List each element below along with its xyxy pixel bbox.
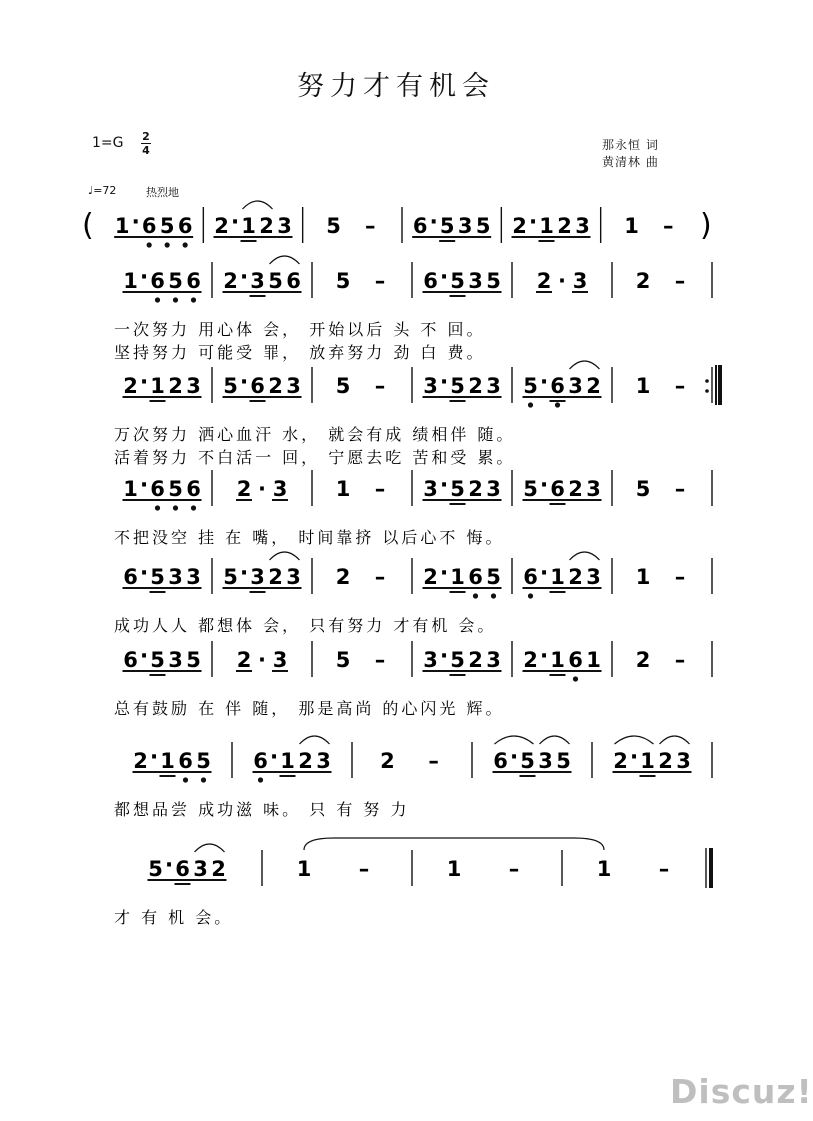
augmentation-dot: · bbox=[439, 644, 449, 669]
note-1: 1 bbox=[123, 269, 138, 293]
note-6: 6 bbox=[412, 214, 428, 238]
note-3: 3 bbox=[316, 749, 331, 773]
note-·: · bbox=[558, 269, 566, 293]
repeat-dot bbox=[705, 389, 709, 393]
note-1: 1 bbox=[640, 749, 655, 773]
dash-note: – bbox=[674, 565, 686, 589]
slur bbox=[270, 552, 300, 560]
dash-note: – bbox=[428, 749, 439, 773]
note-6: 6 bbox=[150, 477, 165, 501]
note-2: 2 bbox=[211, 857, 226, 881]
note-2: 2 bbox=[168, 374, 183, 398]
note-3: 3 bbox=[457, 214, 473, 238]
note-·: · bbox=[258, 477, 266, 501]
dash-note: – bbox=[658, 857, 670, 881]
low-octave-dot bbox=[165, 242, 170, 247]
note-1: 1 bbox=[550, 565, 565, 589]
lyric-line-1: 才 有 机 会。 bbox=[114, 908, 234, 927]
note-2: 2 bbox=[468, 477, 483, 501]
note-5: 5 bbox=[168, 477, 183, 501]
composer-credit: 黄清林 曲 bbox=[602, 155, 659, 169]
low-octave-dot bbox=[173, 297, 178, 302]
note-1: 1 bbox=[241, 214, 256, 238]
augmentation-dot: · bbox=[239, 370, 249, 395]
note-5: 5 bbox=[196, 749, 211, 773]
note-1: 1 bbox=[635, 565, 651, 589]
note-5: 5 bbox=[159, 214, 175, 238]
note-3: 3 bbox=[272, 648, 288, 672]
augmentation-dot: · bbox=[149, 745, 159, 770]
augmentation-dot: · bbox=[509, 745, 519, 770]
system-5 bbox=[114, 552, 712, 635]
system-6 bbox=[114, 641, 712, 718]
augmentation-dot: · bbox=[239, 561, 249, 586]
note-1: 1 bbox=[446, 857, 462, 881]
slur bbox=[195, 844, 225, 852]
note-5: 5 bbox=[335, 269, 351, 293]
note-3: 3 bbox=[486, 374, 501, 398]
note-5: 5 bbox=[486, 269, 501, 293]
note-2: 2 bbox=[259, 214, 274, 238]
note-2: 2 bbox=[214, 214, 229, 238]
note-2: 2 bbox=[133, 749, 148, 773]
note-5: 5 bbox=[335, 374, 351, 398]
note-5: 5 bbox=[450, 269, 465, 293]
time-signature-bottom: 4 bbox=[142, 144, 150, 157]
low-octave-dot bbox=[155, 505, 160, 510]
lyric-line-1: 万次努力 洒心血汗 水， 就会有成 绩相伴 随。 bbox=[114, 425, 516, 444]
note-1: 1 bbox=[296, 857, 312, 881]
note-6: 6 bbox=[186, 477, 201, 501]
note-2: 2 bbox=[380, 749, 395, 773]
note-6: 6 bbox=[568, 648, 583, 672]
low-octave-dot bbox=[473, 593, 478, 598]
note-3: 3 bbox=[423, 648, 438, 672]
system-2 bbox=[114, 256, 712, 362]
note-3: 3 bbox=[538, 749, 553, 773]
note-2: 2 bbox=[568, 565, 583, 589]
note-6: 6 bbox=[123, 648, 138, 672]
lyric-line-1: 总有鼓励 在 伴 随， 那是高尚 的心闪光 辉。 bbox=[114, 699, 505, 718]
note-5: 5 bbox=[150, 565, 165, 589]
note-5: 5 bbox=[556, 749, 571, 773]
lyric-line-1: 成功人人 都想体 会， 只有努力 才有机 会。 bbox=[114, 616, 497, 635]
augmentation-dot: · bbox=[439, 561, 449, 586]
dash-note: – bbox=[508, 857, 520, 881]
note-2: 2 bbox=[658, 749, 673, 773]
slur bbox=[495, 736, 534, 744]
system-1 bbox=[82, 201, 712, 248]
note-1: 1 bbox=[539, 214, 554, 238]
note-6: 6 bbox=[493, 749, 508, 773]
note-2: 2 bbox=[536, 269, 552, 293]
slur bbox=[570, 361, 600, 369]
note-3: 3 bbox=[277, 214, 292, 238]
note-2: 2 bbox=[523, 648, 538, 672]
open-paren: ( bbox=[82, 208, 94, 243]
note-6: 6 bbox=[150, 269, 165, 293]
augmentation-dot: · bbox=[239, 265, 249, 290]
slur bbox=[570, 552, 600, 560]
low-octave-dot bbox=[528, 402, 533, 407]
note-1: 1 bbox=[160, 749, 175, 773]
dash-note: – bbox=[674, 648, 686, 672]
note-3: 3 bbox=[286, 374, 301, 398]
lyricist-credit: 那永恒 词 bbox=[602, 138, 659, 152]
page-title: 努力才有机会 bbox=[297, 71, 495, 102]
note-1: 1 bbox=[123, 477, 138, 501]
low-octave-dot bbox=[155, 297, 160, 302]
note-5: 5 bbox=[150, 648, 165, 672]
lyric-line-2: 活着努力 不白活一 回， 宁愿去吃 苦和受 累。 bbox=[114, 448, 516, 467]
low-octave-dot bbox=[183, 242, 188, 247]
note-6: 6 bbox=[175, 857, 190, 881]
note-1: 1 bbox=[624, 214, 639, 238]
dash-note: – bbox=[364, 214, 376, 238]
slur bbox=[615, 736, 654, 744]
slur bbox=[243, 201, 273, 209]
augmentation-dot: · bbox=[139, 370, 149, 395]
note-3: 3 bbox=[486, 477, 501, 501]
note-2: 2 bbox=[423, 565, 438, 589]
dash-note: – bbox=[674, 477, 686, 501]
note-1: 1 bbox=[550, 648, 565, 672]
note-3: 3 bbox=[250, 565, 265, 589]
note-5: 5 bbox=[523, 374, 538, 398]
note-5: 5 bbox=[450, 477, 465, 501]
low-octave-dot bbox=[528, 593, 533, 598]
repeat-dot bbox=[705, 379, 709, 383]
note-2: 2 bbox=[635, 269, 651, 293]
note-6: 6 bbox=[523, 565, 538, 589]
lyric-line-1: 一次努力 用心体 会， 开始以后 头 不 回。 bbox=[114, 320, 486, 339]
dash-note: – bbox=[374, 374, 386, 398]
note-2: 2 bbox=[268, 374, 283, 398]
low-octave-dot bbox=[191, 297, 196, 302]
note-6: 6 bbox=[250, 374, 265, 398]
augmentation-dot: · bbox=[139, 644, 149, 669]
slur bbox=[660, 736, 690, 744]
note-5: 5 bbox=[520, 749, 535, 773]
slur bbox=[300, 736, 330, 744]
note-3: 3 bbox=[568, 374, 583, 398]
note-2: 2 bbox=[613, 749, 628, 773]
note-1: 1 bbox=[335, 477, 351, 501]
augmentation-dot: · bbox=[139, 561, 149, 586]
dash-note: – bbox=[358, 857, 370, 881]
note-2: 2 bbox=[298, 749, 313, 773]
low-octave-dot bbox=[173, 505, 178, 510]
note-3: 3 bbox=[193, 857, 208, 881]
note-5: 5 bbox=[148, 857, 163, 881]
note-6: 6 bbox=[253, 749, 268, 773]
lyric-line-1: 不把没空 挂 在 嘴， 时间靠挤 以后心不 悔。 bbox=[114, 528, 505, 547]
note-5: 5 bbox=[186, 648, 201, 672]
expression-marking: 热烈地 bbox=[146, 186, 179, 199]
dash-note: – bbox=[374, 648, 386, 672]
note-3: 3 bbox=[168, 565, 183, 589]
note-3: 3 bbox=[168, 648, 183, 672]
augmentation-dot: · bbox=[539, 644, 549, 669]
note-6: 6 bbox=[550, 374, 565, 398]
note-2: 2 bbox=[268, 565, 283, 589]
note-·: · bbox=[258, 648, 266, 672]
augmentation-dot: · bbox=[230, 210, 240, 235]
augmentation-dot: · bbox=[539, 473, 549, 498]
slur bbox=[270, 256, 300, 264]
note-6: 6 bbox=[468, 565, 483, 589]
augmentation-dot: · bbox=[429, 210, 438, 235]
low-octave-dot bbox=[258, 777, 263, 782]
note-5: 5 bbox=[223, 565, 238, 589]
dash-note: – bbox=[374, 477, 386, 501]
augmentation-dot: · bbox=[131, 210, 140, 235]
augmentation-dot: · bbox=[539, 370, 549, 395]
augmentation-dot: · bbox=[439, 370, 449, 395]
dash-note: – bbox=[674, 374, 686, 398]
note-3: 3 bbox=[468, 269, 483, 293]
time-signature-top: 2 bbox=[142, 130, 150, 143]
note-3: 3 bbox=[423, 477, 438, 501]
note-5: 5 bbox=[335, 648, 351, 672]
note-1: 1 bbox=[150, 374, 165, 398]
watermark: Discuz! bbox=[670, 1072, 813, 1111]
note-5: 5 bbox=[523, 477, 538, 501]
low-octave-dot bbox=[555, 402, 560, 407]
augmentation-dot: · bbox=[439, 473, 449, 498]
quarter-note-icon: ♩ bbox=[88, 184, 94, 197]
low-octave-dot bbox=[573, 676, 578, 681]
system-8 bbox=[114, 838, 711, 927]
augmentation-dot: · bbox=[164, 853, 174, 878]
note-5: 5 bbox=[223, 374, 238, 398]
note-5: 5 bbox=[486, 565, 501, 589]
augmentation-dot: · bbox=[539, 561, 549, 586]
dash-note: – bbox=[374, 269, 386, 293]
close-paren: ) bbox=[700, 208, 712, 243]
note-5: 5 bbox=[268, 269, 283, 293]
low-octave-dot bbox=[191, 505, 196, 510]
note-5: 5 bbox=[450, 648, 465, 672]
note-2: 2 bbox=[512, 214, 527, 238]
low-octave-dot bbox=[491, 593, 496, 598]
note-6: 6 bbox=[423, 269, 438, 293]
note-5: 5 bbox=[475, 214, 491, 238]
note-6: 6 bbox=[178, 749, 193, 773]
note-3: 3 bbox=[423, 374, 438, 398]
note-5: 5 bbox=[439, 214, 455, 238]
augmentation-dot: · bbox=[528, 210, 538, 235]
tempo-value: =72 bbox=[93, 184, 117, 197]
low-octave-dot bbox=[201, 777, 206, 782]
note-2: 2 bbox=[236, 648, 252, 672]
note-3: 3 bbox=[676, 749, 691, 773]
note-2: 2 bbox=[223, 269, 238, 293]
augmentation-dot: · bbox=[269, 745, 279, 770]
key-signature: 1=G bbox=[92, 135, 124, 151]
note-1: 1 bbox=[450, 565, 465, 589]
slur bbox=[540, 736, 570, 744]
low-octave-dot bbox=[183, 777, 188, 782]
augmentation-dot: · bbox=[139, 265, 149, 290]
note-5: 5 bbox=[326, 214, 341, 238]
note-5: 5 bbox=[635, 477, 651, 501]
note-1: 1 bbox=[596, 857, 612, 881]
system-7 bbox=[114, 736, 712, 819]
note-2: 2 bbox=[335, 565, 351, 589]
note-5: 5 bbox=[450, 374, 465, 398]
note-1: 1 bbox=[586, 648, 601, 672]
note-3: 3 bbox=[272, 477, 288, 501]
dash-note: – bbox=[662, 214, 674, 238]
note-3: 3 bbox=[286, 565, 301, 589]
augmentation-dot: · bbox=[629, 745, 639, 770]
note-3: 3 bbox=[186, 374, 201, 398]
note-2: 2 bbox=[557, 214, 572, 238]
note-3: 3 bbox=[486, 648, 501, 672]
note-2: 2 bbox=[468, 648, 483, 672]
low-octave-dot bbox=[147, 242, 152, 247]
dash-note: – bbox=[374, 565, 386, 589]
note-6: 6 bbox=[186, 269, 201, 293]
note-2: 2 bbox=[568, 477, 583, 501]
note-1: 1 bbox=[635, 374, 651, 398]
dash-note: – bbox=[674, 269, 686, 293]
note-6: 6 bbox=[550, 477, 565, 501]
note-3: 3 bbox=[250, 269, 265, 293]
note-6: 6 bbox=[123, 565, 138, 589]
note-2: 2 bbox=[586, 374, 601, 398]
lyric-line-2: 坚持努力 可能受 罪， 放弃努力 劲 白 费。 bbox=[114, 343, 486, 362]
note-2: 2 bbox=[468, 374, 483, 398]
note-2: 2 bbox=[635, 648, 651, 672]
note-3: 3 bbox=[586, 565, 601, 589]
note-3: 3 bbox=[586, 477, 601, 501]
lyric-line-1: 都想品尝 成功滋 味。 只 有 努 力 bbox=[114, 800, 410, 819]
note-1: 1 bbox=[280, 749, 295, 773]
system-3 bbox=[114, 361, 720, 467]
note-3: 3 bbox=[575, 214, 590, 238]
note-3: 3 bbox=[572, 269, 588, 293]
long-tie bbox=[304, 838, 604, 850]
note-5: 5 bbox=[168, 269, 183, 293]
augmentation-dot: · bbox=[439, 265, 449, 290]
note-6: 6 bbox=[177, 214, 193, 238]
note-6: 6 bbox=[286, 269, 301, 293]
system-4 bbox=[114, 470, 712, 547]
note-6: 6 bbox=[141, 214, 157, 238]
note-1: 1 bbox=[114, 214, 130, 238]
note-2: 2 bbox=[236, 477, 252, 501]
augmentation-dot: · bbox=[139, 473, 149, 498]
note-3: 3 bbox=[186, 565, 201, 589]
note-2: 2 bbox=[123, 374, 138, 398]
